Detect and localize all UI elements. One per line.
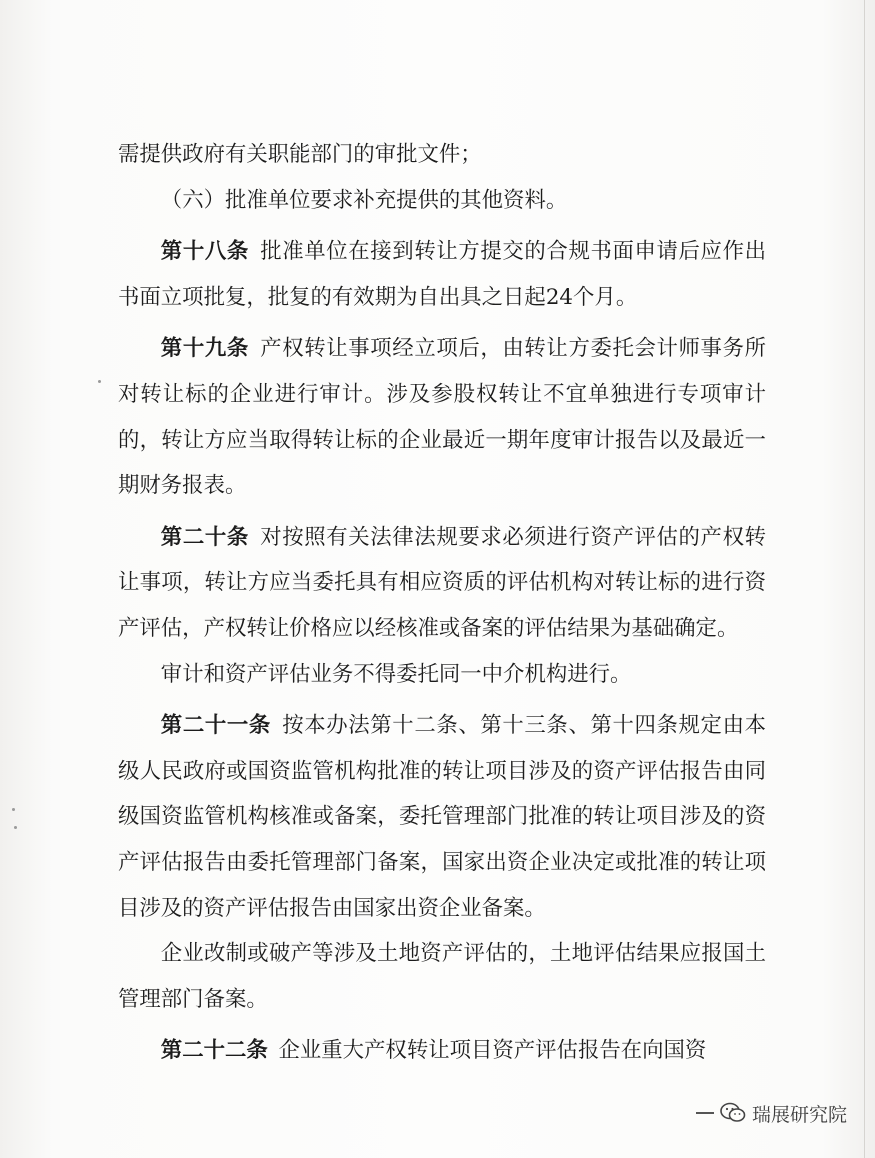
body-paragraph — [118, 652, 766, 698]
paragraph-text: 批准单位在接到转让方提交的合规书面申请后应作出书面立项批复，批复的有效期为自出具之日起24个月。 — [118, 239, 766, 310]
watermark-dash — [696, 1112, 714, 1114]
article-number: 第二十条 — [160, 524, 249, 550]
paragraph-text: （六）批准单位要求补充提供的其他资料。 — [160, 187, 568, 213]
paragraph-text: 企业改制或破产等涉及土地资产评估的，土地评估结果应报国土管理部门备案。 — [118, 941, 766, 1012]
paragraph-text: 审计和资产评估业务不得委托同一中介机构进行。 — [160, 661, 632, 687]
scan-speck — [12, 808, 15, 811]
paragraph-text: 产权转让事项经立项后，由转让方委托会计师事务所对转让标的企业进行审计。涉及参股权转让不宜单独进行专项审计的，转让方应当取得转让标的企业最近一期年度审计报告以及最近一期财务报表。 — [118, 336, 766, 499]
document-body — [118, 132, 766, 1074]
paragraph-text: 企业重大产权转让项目资产评估报告在向国资 — [278, 1038, 707, 1064]
body-paragraph — [118, 178, 766, 224]
scan-speck — [98, 380, 101, 383]
wechat-icon — [720, 1102, 746, 1124]
article-number: 第十八条 — [160, 239, 249, 265]
article-number: 第二十二条 — [160, 1038, 268, 1064]
article-paragraph — [118, 703, 766, 931]
article-paragraph — [118, 1028, 766, 1074]
article-paragraph — [118, 229, 766, 320]
article-paragraph — [118, 326, 766, 508]
page-edge-line — [864, 0, 865, 1158]
article-paragraph — [118, 515, 766, 652]
article-number: 第二十一条 — [160, 713, 271, 739]
body-paragraph — [118, 132, 766, 178]
paragraph-text: 按本办法第十二条、第十三条、第十四条规定由本级人民政府或国资监管机构批准的转让项目涉及的资产评估报告由同级国资监管机构核准或备案，委托管理部门批准的转让项目涉及的资产评估报告由委托管理部门备案，国家出资企业决定或批准的转让项目涉及的资产评估报告由国家出资企业备案。 — [118, 713, 766, 921]
body-paragraph — [118, 931, 766, 1022]
scan-speck — [14, 826, 17, 829]
paragraph-text: 需提供政府有关职能部门的审批文件； — [118, 142, 482, 167]
paragraph-text: 对按照有关法律法规要求必须进行资产评估的产权转让事项，转让方应当委托具有相应资质的评估机构对转让标的进行资产评估，产权转让价格应以经核准或备案的评估结果为基础确定。 — [118, 524, 766, 641]
watermark-text: 瑞展研究院 — [751, 1103, 847, 1126]
watermark — [696, 1096, 847, 1130]
article-number: 第十九条 — [160, 336, 249, 362]
